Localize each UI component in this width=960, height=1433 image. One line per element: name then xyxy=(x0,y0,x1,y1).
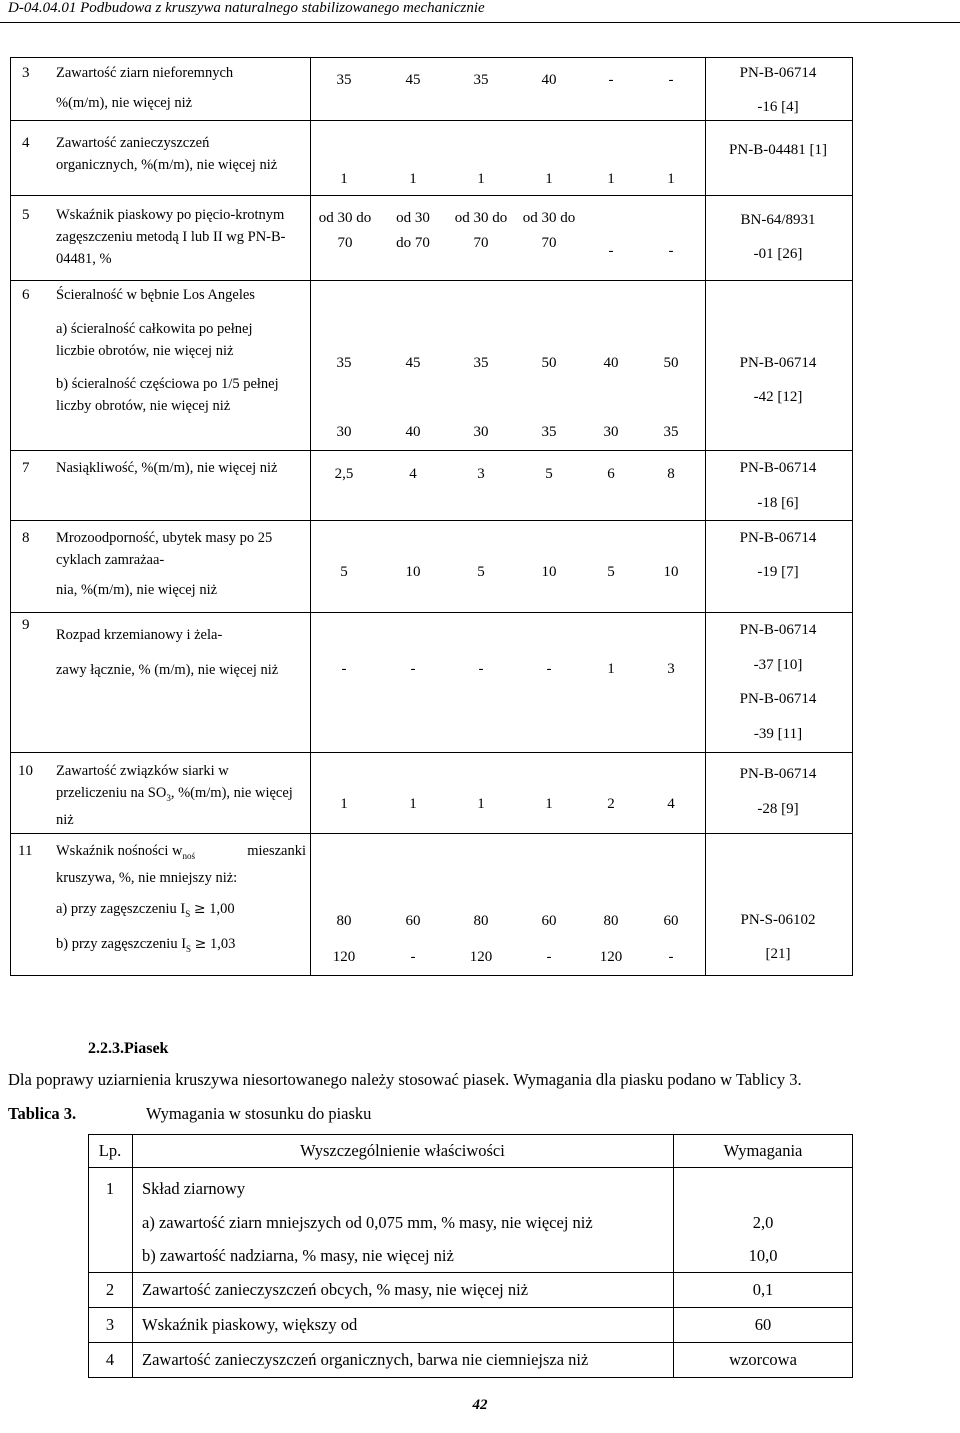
value-cell: 5 xyxy=(607,564,615,580)
value-cell: 2 xyxy=(607,796,615,812)
section-heading: 2.2.3.Piasek xyxy=(88,1040,169,1057)
row-description: Zawartość zanieczyszczeń organicznych, barwa nie ciemniejsza niż xyxy=(142,1350,589,1369)
requirement-value: wzorcowa xyxy=(729,1350,797,1369)
value-cell: 1 xyxy=(545,796,553,812)
value-cell: 1 xyxy=(477,171,485,187)
value-cell: 1 xyxy=(409,171,417,187)
value-cell: 10 xyxy=(663,564,679,580)
requirement-value: 0,1 xyxy=(752,1280,774,1299)
value-cell: 120 xyxy=(332,949,356,965)
value-cell: 70 xyxy=(541,235,557,251)
value-cell: 60 xyxy=(541,913,557,929)
value-cell: 60 xyxy=(405,913,421,929)
standard-ref: -18 [6] xyxy=(757,495,799,511)
value-cell: 5 xyxy=(477,564,485,580)
row-description: Wskaźnik nośności $w_{noś}$ mieszanki kruszywa, %, nie mniejszy niż: xyxy=(56,843,306,886)
value-cell: - xyxy=(546,661,552,677)
value-cell: 10 xyxy=(541,564,557,580)
value-cell: - xyxy=(410,949,416,965)
value-cell: 60 xyxy=(663,913,679,929)
value-cell: - xyxy=(668,949,674,965)
value-cell: 45 xyxy=(405,355,421,371)
row-description: Wskaźnik piaskowy po pięcio-krotnym zagęszczeniu metodą I lub II wg PN-B- 04481, % xyxy=(56,207,286,267)
row-number: 4 xyxy=(105,1350,115,1369)
value-cell: 35 xyxy=(541,424,557,440)
row-divider xyxy=(10,120,853,121)
standard-ref: -16 [4] xyxy=(757,99,799,115)
row-number: 4 xyxy=(22,135,30,151)
value-cell: 40 xyxy=(603,355,619,371)
value-cell: 30 xyxy=(336,424,352,440)
row-description: b) zawartość nadziarna, % masy, nie więcej niż xyxy=(142,1246,454,1265)
value-cell: 1 xyxy=(607,171,615,187)
value-cell: 35 xyxy=(473,72,489,88)
greater-equal-icon: ≥ xyxy=(193,901,206,917)
row-divider xyxy=(10,833,853,834)
value-cell: 50 xyxy=(541,355,557,371)
row-number: 7 xyxy=(22,460,30,476)
value-cell: 1 xyxy=(340,796,348,812)
value-cell: 1 xyxy=(409,796,417,812)
value-cell: 3 xyxy=(477,466,485,482)
row-number: 8 xyxy=(22,530,30,546)
row-description: Rozpad krzemianowy i żela- xyxy=(56,627,223,643)
value-cell: 45 xyxy=(405,72,421,88)
value-cell: 70 xyxy=(337,235,353,251)
value-cell: 5 xyxy=(545,466,553,482)
row-number: 3 xyxy=(22,65,30,81)
value-cell: 8 xyxy=(667,466,675,482)
value-cell: 30 xyxy=(603,424,619,440)
row-description: Zawartość związków siarki w przeliczeniu na $SO_3$, %(m/m), nie więcej niż xyxy=(56,763,293,828)
row-number: 3 xyxy=(105,1315,115,1334)
value-cell: 10 xyxy=(405,564,421,580)
row-number: 1 xyxy=(105,1179,115,1198)
row-divider xyxy=(10,520,853,521)
row-description: a) ścieralność całkowita po pełnej liczbie obrotów, nie więcej niż xyxy=(56,321,253,359)
sand-requirements-table xyxy=(88,1134,853,1378)
value-cell: 4 xyxy=(409,466,417,482)
value-cell: 35 xyxy=(473,355,489,371)
row-divider xyxy=(10,195,853,196)
value-cell: 3 xyxy=(667,661,675,677)
standard-ref: PN-B-06714 xyxy=(739,530,817,546)
row-description: Zawartość ziarn nieforemnych %(m/m), nie więcej niż xyxy=(56,65,234,111)
row-divider xyxy=(10,752,853,753)
standard-ref: -39 [11] xyxy=(753,726,803,742)
row-description: b) ścieralność częściowa po 1/5 pełnej liczby obrotów, nie więcej niż xyxy=(56,376,279,414)
value-cell: 1 xyxy=(477,796,485,812)
page-number: 42 xyxy=(472,1397,488,1413)
value-cell: - xyxy=(341,661,347,677)
standard-ref: PN-S-06102 xyxy=(740,912,816,928)
row-number: 11 xyxy=(18,843,33,859)
row-number: 10 xyxy=(18,763,33,779)
row-description: a) przy zagęszczeniu $I_S \ge 1,00$ xyxy=(56,901,235,919)
row-description: Zawartość zanieczyszczeń organicznych, %(m/m), nie więcej niż xyxy=(56,135,278,173)
value-cell: 2,5 xyxy=(334,466,354,482)
section-paragraph: Dla poprawy uziarnienia kruszywa niesortowanego należy stosować piasek. Wymagania dla piasku podano w Tablicy 3. xyxy=(8,1070,802,1089)
table-border xyxy=(88,1377,853,1378)
standard-ref: PN-B-06714 xyxy=(739,355,817,371)
value-cell: 70 xyxy=(473,235,489,251)
standard-ref: PN-B-06714 xyxy=(739,65,817,81)
standard-ref: PN-B-06714 xyxy=(739,766,817,782)
value-cell: - xyxy=(668,243,674,259)
column-header: Wymagania xyxy=(723,1141,803,1160)
row-description: Zawartość zanieczyszczeń obcych, % masy, nie więcej niż xyxy=(142,1280,529,1299)
value-cell: 1 xyxy=(545,171,553,187)
table-border xyxy=(88,1134,853,1135)
row-number: 2 xyxy=(105,1280,115,1299)
row-description: Mrozoodporność, ubytek masy po 25 cyklach zamrażaa- nia, %(m/m), nie więcej niż xyxy=(56,530,273,598)
standard-ref: [21] xyxy=(765,946,791,962)
value-cell: 4 xyxy=(667,796,675,812)
value-cell: 80 xyxy=(473,913,489,929)
column-divider xyxy=(132,1134,133,1378)
value-cell: - xyxy=(668,72,674,88)
value-cell: 50 xyxy=(663,355,679,371)
value-cell: 1 xyxy=(607,661,615,677)
value-cell: 120 xyxy=(599,949,623,965)
row-description: b) przy zagęszczeniu $I_S \ge 1,03$ xyxy=(56,936,236,954)
table-caption-text: Wymagania w stosunku do piasku xyxy=(146,1104,372,1123)
requirement-value: 60 xyxy=(754,1315,772,1334)
standard-ref: PN-B-06714 xyxy=(739,622,817,638)
value-cell: do 70 xyxy=(396,235,430,251)
row-divider xyxy=(88,1307,853,1308)
standard-ref: -19 [7] xyxy=(757,564,799,580)
standard-ref: PN-B-06714 xyxy=(739,691,817,707)
row-description: a) zawartość ziarn mniejszych od 0,075 mm, % masy, nie więcej niż xyxy=(142,1213,593,1232)
value-cell: od 30 do xyxy=(318,210,372,226)
value-cell: 35 xyxy=(663,424,679,440)
row-divider xyxy=(10,280,853,281)
row-description: Ścieralność w bębnie Los Angeles xyxy=(56,287,255,303)
value-cell: 30 xyxy=(473,424,489,440)
value-cell: - xyxy=(410,661,416,677)
standard-ref: -28 [9] xyxy=(757,801,799,817)
row-description: Skład ziarnowy xyxy=(142,1179,246,1198)
value-cell: 35 xyxy=(336,355,352,371)
value-cell: 1 xyxy=(340,171,348,187)
row-divider xyxy=(88,1272,853,1273)
standard-ref: -37 [10] xyxy=(753,657,803,673)
greater-equal-icon: ≥ xyxy=(194,936,207,952)
value-cell: 40 xyxy=(405,424,421,440)
requirement-value: 10,0 xyxy=(748,1246,778,1265)
standard-ref: -01 [26] xyxy=(753,246,803,262)
value-cell: 80 xyxy=(336,913,352,929)
value-cell: 35 xyxy=(336,72,352,88)
value-cell: - xyxy=(478,661,484,677)
value-cell: 6 xyxy=(607,466,615,482)
row-number: 6 xyxy=(22,287,30,303)
standard-ref: BN-64/8931 xyxy=(740,212,816,228)
column-header: Lp. xyxy=(98,1141,122,1160)
table-caption-label: Tablica 3. xyxy=(8,1104,77,1123)
row-number: 5 xyxy=(22,207,30,223)
row-divider xyxy=(10,612,853,613)
row-divider xyxy=(10,450,853,451)
value-cell: 120 xyxy=(469,949,493,965)
row-divider xyxy=(88,1342,853,1343)
value-cell: - xyxy=(608,243,614,259)
row-number: 9 xyxy=(22,617,30,633)
standard-ref: PN-B-06714 xyxy=(739,460,817,476)
table-border xyxy=(88,1134,89,1378)
requirement-value: 2,0 xyxy=(752,1213,774,1232)
value-cell: - xyxy=(608,72,614,88)
value-cell: - xyxy=(546,949,552,965)
row-description: Wskaźnik piaskowy, większy od xyxy=(142,1315,358,1334)
value-cell: 1 xyxy=(667,171,675,187)
standard-ref: PN-B-04481 [1] xyxy=(729,142,827,158)
standard-ref: -42 [12] xyxy=(753,389,803,405)
column-header: Wyszczególnienie właściwości xyxy=(300,1141,505,1160)
row-description: Nasiąkliwość, %(m/m), nie więcej niż xyxy=(56,460,278,476)
value-cell: od 30 do xyxy=(454,210,508,226)
row-divider xyxy=(88,1167,853,1168)
value-cell: 5 xyxy=(340,564,348,580)
value-cell: 40 xyxy=(541,72,557,88)
running-header: D-04.04.01 Podbudowa z kruszywa naturalnego stabilizowanego mechanicznie xyxy=(8,0,485,16)
value-cell: od 30 do xyxy=(522,210,576,226)
value-cell: 80 xyxy=(603,913,619,929)
value-cell: od 30 xyxy=(396,210,430,226)
row-description: zawy łącznie, % (m/m), nie więcej niż xyxy=(56,662,279,678)
